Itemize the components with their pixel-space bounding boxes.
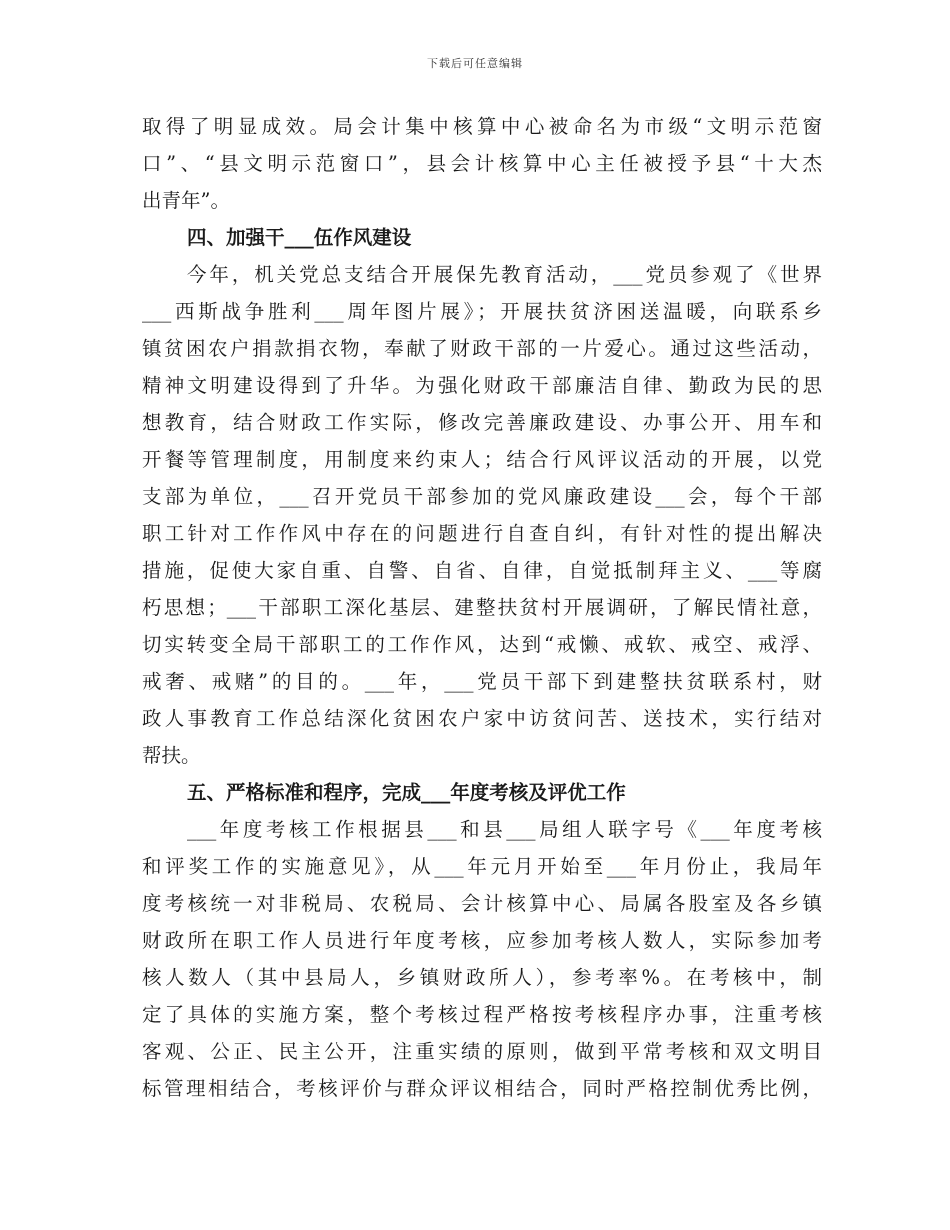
paragraph-line: 朽思想；___干部职工深化基层、建整扶贫村开展调研，了解民情社意，: [142, 596, 822, 619]
section-heading: 四、加强干___伍作风建设: [187, 226, 412, 249]
paragraph-line: 口”、“县文明示范窗口”，县会计核算中心主任被授予县“十大杰: [142, 152, 822, 175]
paragraph-line: 想教育，结合财政工作实际，修改完善廉政建设、办事公开、用车和: [142, 411, 822, 434]
section-heading: 五、严格标准和程序，完成___年度考核及评优工作: [187, 781, 626, 804]
paragraph-line: 开餐等管理制度，用制度来约束人；结合行风评议活动的开展，以党: [142, 448, 822, 471]
paragraph-line: 政人事教育工作总结深化贫困农户家中访贫问苦、送技术，实行结对: [142, 707, 822, 730]
paragraph-last-line: 帮扶。: [142, 744, 201, 767]
paragraph-line: 定了具体的实施方案，整个考核过程严格按考核程序办事，注重考核: [142, 1003, 822, 1026]
paragraph-last-line: 出青年”。: [142, 189, 230, 212]
paragraph-line: 精神文明建设得到了升华。为强化财政干部廉洁自律、勤政为民的思: [142, 374, 822, 397]
paragraph-line: 切实转变全局干部职工的工作作风，达到“戒懒、戒软、戒空、戒浮、: [142, 633, 822, 656]
paragraph-line: 财政所在职工作人员进行年度考核，应参加考核人数人，实际参加考: [142, 929, 822, 952]
paragraph-line: 标管理相结合，考核评价与群众评议相结合，同时严格控制优秀比例，: [142, 1077, 822, 1100]
page-header: 下载后可任意编辑: [427, 57, 523, 70]
paragraph-line: 客观、公正、民主公开，注重实绩的原则，做到平常考核和双文明目: [142, 1040, 822, 1063]
paragraph-line: 镇贫困农户捐款捐衣物，奉献了财政干部的一片爱心。通过这些活动，: [142, 337, 822, 360]
paragraph-first-line: 今年，机关党总支结合开展保先教育活动，___党员参观了《世界: [187, 263, 822, 286]
paragraph-line: 支部为单位，___召开党员干部参加的党风廉政建设___会，每个干部: [142, 485, 822, 508]
paragraph-line: 和评奖工作的实施意见》，从___年元月开始至___年月份止，我局年: [142, 855, 822, 878]
paragraph-line: 措施，促使大家自重、自警、自省、自律，自觉抵制拜主义、___等腐: [142, 559, 822, 582]
paragraph-line: 度考核统一对非税局、农税局、会计核算中心、局属各股室及各乡镇: [142, 892, 822, 915]
document-body: [142, 108, 822, 1107]
paragraph-line: 戒奢、戒赌”的目的。___年，___党员干部下到建整扶贫联系村，财: [142, 670, 822, 693]
paragraph-line: ___西斯战争胜利___周年图片展》；开展扶贫济困送温暖，向联系乡: [142, 300, 822, 323]
paragraph-line: 取得了明显成效。局会计集中核算中心被命名为市级“文明示范窗: [142, 115, 822, 138]
paragraph-line: 核人数人（其中县局人，乡镇财政所人），参考率%。在考核中，制: [142, 966, 822, 989]
paragraph-line: 职工针对工作作风中存在的问题进行自查自纠，有针对性的提出解决: [142, 522, 822, 545]
paragraph-first-line: ___年度考核工作根据县___和县___局组人联字号《___年度考核: [187, 818, 822, 841]
